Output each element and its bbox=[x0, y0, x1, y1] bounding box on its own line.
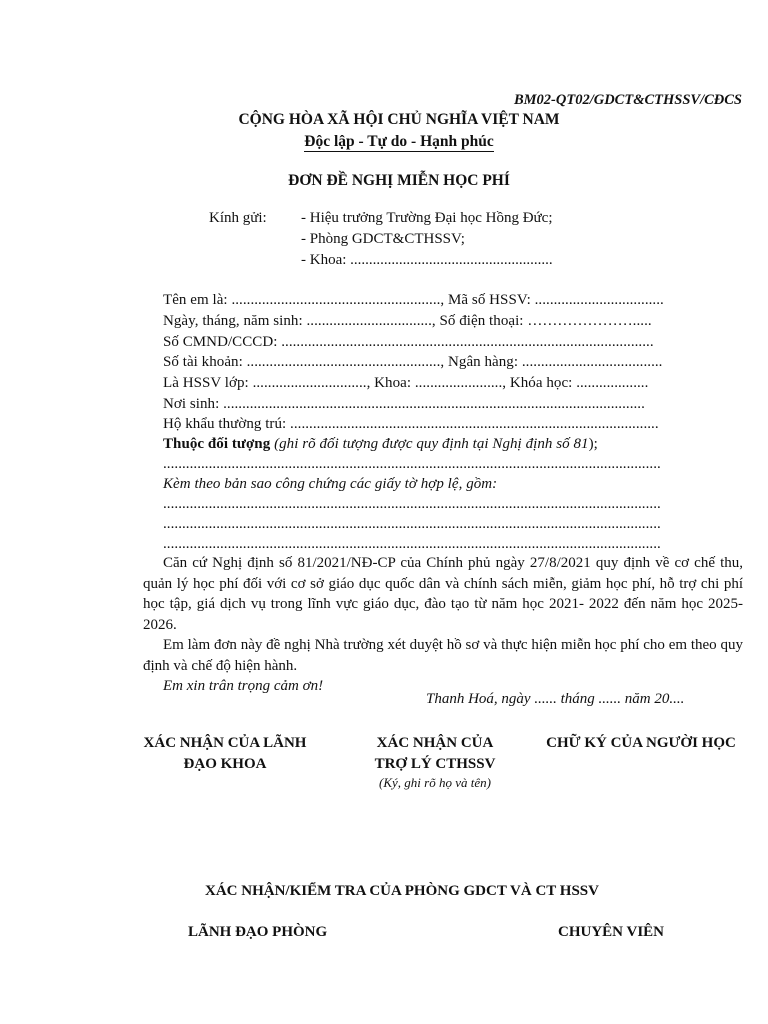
form-code: BM02-QT02/GDCT&CTHSSV/CĐCS bbox=[513, 92, 742, 108]
office-staff-label: CHUYÊN VIÊN bbox=[558, 924, 664, 940]
assistant-confirmation bbox=[345, 733, 525, 791]
faculty-confirmation-line2: ĐẠO KHOA bbox=[183, 756, 267, 772]
assistant-confirmation-line1: XÁC NHẬN CỦA bbox=[376, 735, 494, 751]
national-motto bbox=[0, 133, 768, 151]
attachment-line: ................................................................................................................................... bbox=[163, 516, 661, 532]
recipient-line: - Hiệu trưởng Trường Đại học Hồng Đức; bbox=[301, 210, 553, 226]
target-group-close: ); bbox=[588, 436, 598, 452]
faculty-confirmation-line1: XÁC NHẬN CỦA LÃNH bbox=[143, 735, 307, 751]
recipients-label: Kính gửi: bbox=[209, 210, 267, 226]
attachment-line: ................................................................................................................................... bbox=[163, 536, 661, 552]
assistant-confirmation-line2: TRỢ LÝ CTHSSV bbox=[374, 756, 496, 772]
field-birth-date: Ngày, tháng, năm sinh: ................................., Số điện thoại: …………………..... bbox=[163, 313, 652, 329]
field-bank-account: Số tài khoản: ..................................................., Ngân hàng: ..................................... bbox=[163, 354, 663, 370]
target-group-dots: ................................................................................................................................... bbox=[163, 456, 661, 472]
thanks-text: Em xin trân trọng cảm ơn! bbox=[163, 678, 324, 694]
legal-basis-paragraph bbox=[143, 553, 743, 697]
attachments-label: Kèm theo bản sao công chứng các giấy tờ hợp lệ, gồm: bbox=[163, 476, 498, 492]
attachment-line: ................................................................................................................................... bbox=[163, 496, 661, 512]
motto-text: Độc lập - Tự do - Hạnh phúc bbox=[304, 133, 494, 150]
target-group-label: Thuộc đối tượng bbox=[163, 436, 271, 452]
field-full-name: Tên em là: ......................................................., Mã số HSSV: .................................. bbox=[163, 292, 664, 308]
place-date: Thanh Hoá, ngày ...... tháng ...... năm 20.... bbox=[426, 691, 685, 707]
office-head-label: LÃNH ĐẠO PHÒNG bbox=[188, 924, 328, 940]
request-text: Em làm đơn này đề nghị Nhà trường xét duyệt hồ sơ và thực hiện miễn học phí cho em theo quy định và chế độ hiện hành. bbox=[143, 637, 743, 674]
target-group-note: (ghi rõ đối tượng được quy định tại Nghị định số 81 bbox=[274, 436, 589, 452]
assistant-signature-note: (Ký, ghi rõ họ và tên) bbox=[379, 775, 491, 790]
field-residence: Hộ khẩu thường trú: ................................................................................................. bbox=[163, 416, 659, 432]
field-id-number: Số CMND/CCCD: .................................................................................................. bbox=[163, 334, 654, 350]
legal-basis-text: Căn cứ Nghị định số 81/2021/NĐ-CP của Chính phủ ngày 27/8/2021 quy định về cơ chế thu, quản lý học phí đối với cơ sở giáo dục quốc dân và chính sách miễn, giảm học phí, hỗ trợ chi phí học tập, giá dịch vụ trong lĩnh vực giáo dục, đào tạo từ năm học 2021- 2022 đến năm học 2025-2026. bbox=[143, 555, 743, 633]
office-confirmation-heading: XÁC NHẬN/KIỂM TRA CỦA PHÒNG GDCT VÀ CT HSSV bbox=[205, 883, 599, 899]
recipient-line: - Khoa: ...................................................... bbox=[301, 252, 553, 268]
recipient-line: - Phòng GDCT&CTHSSV; bbox=[301, 231, 465, 247]
target-group-line bbox=[163, 436, 598, 453]
field-class: Là HSSV lớp: .............................., Khoa: ......................., Khóa học: ................... bbox=[163, 375, 649, 391]
student-signature-heading: CHỮ KÝ CỦA NGƯỜI HỌC bbox=[546, 735, 736, 751]
national-title: CỘNG HÒA XÃ HỘI CHỦ NGHĨA VIỆT NAM bbox=[238, 111, 560, 128]
field-birthplace: Nơi sinh: ............................................................................................................... bbox=[163, 396, 645, 412]
document-title: ĐƠN ĐỀ NGHỊ MIỄN HỌC PHÍ bbox=[288, 172, 510, 189]
faculty-confirmation bbox=[120, 733, 330, 775]
